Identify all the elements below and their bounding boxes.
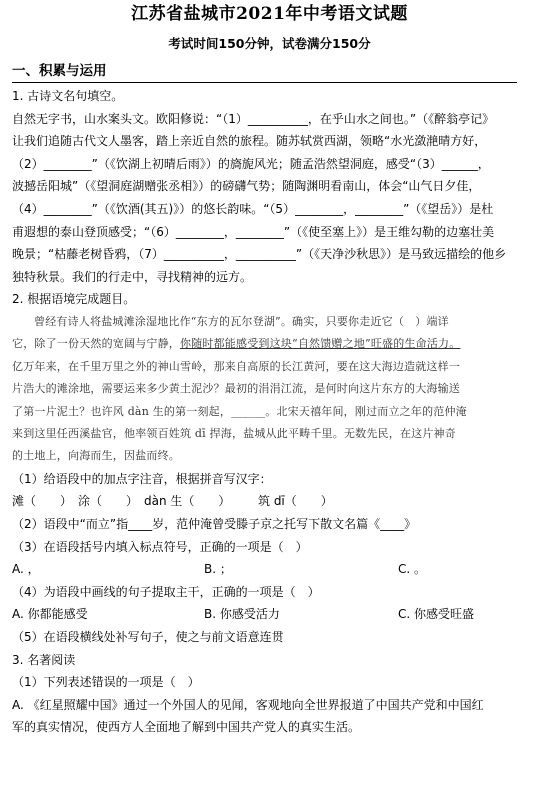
question-1-line: 晚景；“枯藤老树昏鸦，（7）__________，__________”（《天净沙秋思》）是马致远描绘的他乡 <box>12 247 507 262</box>
sub4-options <box>12 603 527 626</box>
section-heading: 一、积累与运用 <box>12 63 107 79</box>
question-1-line: 独特秋景。我们的行走中，寻找精神的远方。 <box>12 269 253 284</box>
passage-line: 亿万年来，在千里万里之外的神山雪岭，那来自高原的长江黄河，要在这大海边造就这样一 <box>12 359 460 373</box>
pinyin-row <box>12 490 527 513</box>
question-2-sub5: （5）在语段横线处补写句子，使之与前文语意连贯 <box>12 629 284 644</box>
question-1-line: 波撼岳阳城”（《望洞庭湖赠张丞相》）的磅礴气势；随陶渊明看南山，体会“山气日夕佳， <box>12 179 481 194</box>
question-2-passage <box>12 311 527 468</box>
passage-text: 曾经有诗人将盐城滩涂湿地比作“东方的瓦尔登湖”。确实，只要你走近它（ ）端详 <box>34 314 449 328</box>
question-1-line: 让我们追随古代文人墨客，踏上亲近自然的旅程。随苏轼赏西湖，领略“水光潋滟晴方好， <box>12 134 487 149</box>
passage-line: 了第一片泥土？也许风 dàn 生的第一刻起，______。北宋天禧年间，刚过而立之年的范仲淹 <box>12 404 467 418</box>
question-3-option-a: 军的真实情况，使西方人全面地了解到中国共产党人的真实生活。 <box>12 720 361 735</box>
pinyin-item: 筑 dī（ ） <box>258 494 333 509</box>
passage-text: 它，除了一份天然的宽阔与宁静， <box>12 337 180 351</box>
question-3-sub1: （1）下列表述错误的一项是（ ） <box>12 675 200 690</box>
underlined-sentence: 你随时都能感受到这块“自然馈赠之地”旺盛的生命活力。 <box>180 337 461 351</box>
question-1-line: 自然无字书，山水案头文。欧阳修说：“（1）__________，在乎山水之间也。”（《醉翁亭记》 <box>12 111 495 126</box>
exam-title: 江苏省盐城市2021年中考语文试题 <box>131 4 408 24</box>
question-2-sub3: （3）在语段括号内填入标点符号，正确的一项是（ ） <box>12 539 308 554</box>
question-1-label: 1. 古诗文名句填空。 <box>12 89 124 103</box>
passage-line: 来到这里任西溪盐官，他率领百姓筑 dī 捍海，盐城从此平畴千里。无数先民，在这片神奇 <box>12 426 456 440</box>
question-2-label: 2. 根据语境完成题目。 <box>12 292 136 307</box>
pinyin-item: 滩（ ） <box>12 494 73 509</box>
option-a: A. 你都能感受 <box>12 607 88 622</box>
passage-line <box>12 333 527 355</box>
option-b: B. 你感受活力 <box>204 607 280 622</box>
question-2-sub2: （2）语段中“而立”指____岁，范仲淹曾受滕子京之托写下散文名篇《____》 <box>12 516 417 531</box>
question-1-text <box>12 108 527 289</box>
section-divider <box>12 82 517 83</box>
sub3-options <box>12 558 527 581</box>
question-1-line: （2）________”（《饮湖上初晴后雨》）的旖旎风光；随孟浩然望洞庭，感受“（3）______， <box>12 156 490 171</box>
passage-line: 的土地上，向海而生，因盐而终。 <box>12 449 180 463</box>
question-1-line: （4）________”（《饮酒(其五)》）的悠长韵味。“（5）________，________”（《望岳》）是杜 <box>12 201 494 216</box>
question-2-sub4: （4）为语段中画线的句子提取主干，正确的一项是（ ） <box>12 584 320 599</box>
option-c: C. 你感受旺盛 <box>398 607 475 622</box>
passage-line <box>12 311 527 333</box>
question-2-sub1: （1）给语段中的加点字注音，根据拼音写汉字： <box>12 471 272 486</box>
question-1-line: 甫遐想的泰山登顶感受；“（6）________，________”（《使至塞上》）是王维勾勒的边塞壮美 <box>12 224 495 239</box>
option-b: B. ； <box>204 562 232 577</box>
pinyin-item: 涂（ ） <box>78 494 139 509</box>
passage-line: 片浩大的滩涂地，需要运来多少黄土泥沙？最初的涓涓江流，是何时向这片东方的大海输送 <box>12 382 460 396</box>
exam-subtitle: 考试时间150分钟，试卷满分150分 <box>168 36 371 51</box>
option-c: C. 。 <box>398 562 427 577</box>
pinyin-item: dàn 生（ ） <box>144 494 231 509</box>
question-3-label: 3. 名著阅读 <box>12 652 76 667</box>
option-a: A. ， <box>12 562 40 577</box>
exam-page <box>12 0 527 739</box>
question-3-option-a: A. 《红星照耀中国》通过一个外国人的见闻，客观地向全世界报道了中国共产党和中国红 <box>12 697 484 712</box>
